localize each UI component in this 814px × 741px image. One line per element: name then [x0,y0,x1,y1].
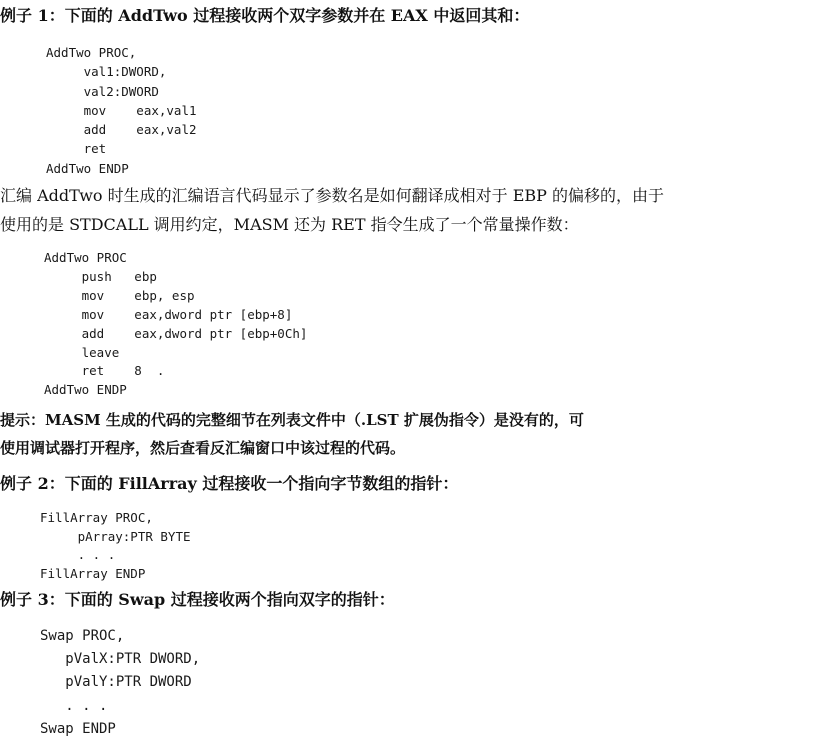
code-line: AddTwo ENDP [44,382,127,398]
code-line: AddTwo ENDP [46,160,129,176]
code-line: leave [44,344,120,360]
example3-heading: 例子 3：下面的 Swap 过程接收两个指向双字的指针： [0,590,395,609]
code-line: . . . [40,697,108,714]
example2-heading: 例子 2：下面的 FillArray 过程接收一个指向字节数组的指针： [0,474,459,493]
code-line: pValY:PTR DWORD [40,674,192,691]
example1-heading: 例子 1：下面的 AddTwo 过程接收两个双字参数并在 EAX 中返回其和： [0,6,530,25]
code-line: val1:DWORD, [46,64,167,80]
code-line: AddTwo PROC [44,250,127,265]
code-line: mov eax,val1 [46,102,197,118]
code-line: add eax,val2 [46,122,197,138]
code-line: Swap PROC, [40,628,125,644]
code-line: mov ebp, esp [44,287,195,303]
code-line: pValX:PTR DWORD, [40,651,201,668]
example2-code-block [40,509,191,584]
code-line: AddTwo PROC, [46,45,137,60]
code-line: pArray:PTR BYTE [40,528,191,544]
code-line: push ebp [44,268,157,284]
code-line: FillArray PROC, [40,510,153,525]
code-line: Swap ENDP [40,720,116,737]
code-line: mov eax,dword ptr [ebp+8] [44,306,293,322]
code-line: ret 8 . [44,363,165,379]
explanation-line-2: 使用的是 STDCALL 调用约定，MASM 还为 RET 指令生成了一个常量操作数： [0,215,579,234]
code-line: add eax,dword ptr [ebp+0Ch] [44,325,308,341]
tip-line-2: 使用调试器打开程序，然后查看反汇编窗口中该过程的代码。 [0,439,406,457]
disassembly-code-block [44,249,307,400]
code-line: ret [46,141,107,157]
example3-code-block [40,625,200,741]
code-line: val2:DWORD [46,83,159,99]
example1-code-block [46,43,197,178]
code-line: FillArray ENDP [40,566,146,582]
code-line: . . . [40,547,116,563]
tip-line-1: 提示：MASM 生成的代码的完整细节在列表文件中（.LST 扩展伪指令）是没有的，可 [0,411,584,429]
explanation-line-1: 汇编 AddTwo 时生成的汇编语言代码显示了参数名是如何翻译成相对于 EBP 的偏移的，由于 [0,186,665,205]
